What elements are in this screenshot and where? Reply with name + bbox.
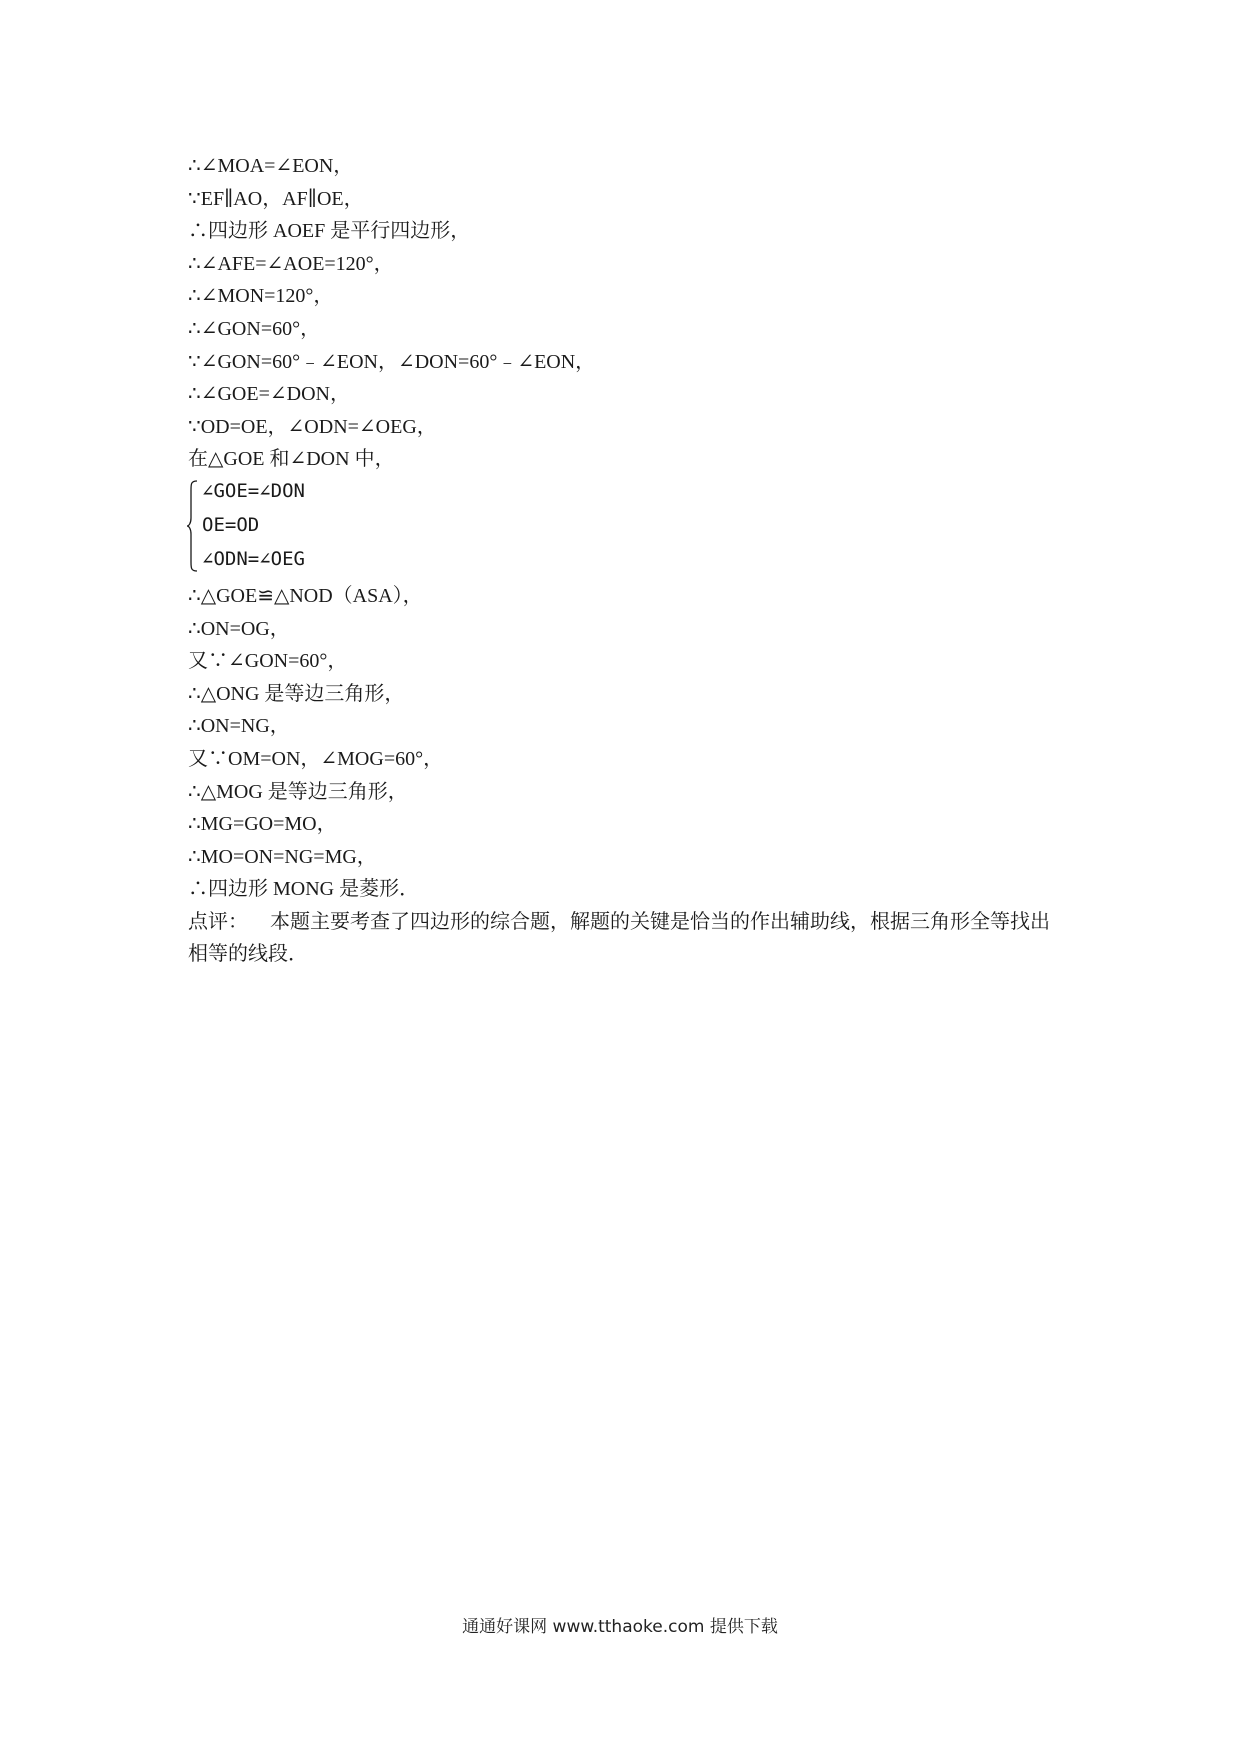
proof-line: ∴ON=OG， <box>188 617 290 640</box>
proof-line: ∴∠MOA=∠EON， <box>188 155 354 177</box>
proof-line: ∴∠GON=60°， <box>188 317 321 340</box>
proof-line: ∵EF∥AO，AF∥OE， <box>188 187 364 210</box>
left-brace-icon <box>186 480 198 572</box>
proof-line: ∵OD=OE，∠ODN=∠OEG， <box>188 415 437 438</box>
proof-line: 又∵∠GON=60°， <box>188 650 348 673</box>
system-equation: ∠ODN=∠OEG <box>202 547 305 570</box>
solution-body <box>188 150 1068 971</box>
proof-line: ∴∠MON=120°， <box>188 285 334 308</box>
proof-line: ∴△MOG 是等边三角形， <box>188 780 408 803</box>
proof-line: ∴MO=ON=NG=MG， <box>188 845 377 868</box>
system-equation: OE=OD <box>202 513 260 536</box>
equation-system <box>188 474 1068 578</box>
comment-text: 本题主要考查了四边形的综合题，解题的关键是恰当的作出辅助线，根据三角形全等找出相等的线段． <box>188 910 1050 966</box>
proof-line: ∵∠GON=60°﹣∠EON，∠DON=60°﹣∠EON， <box>188 350 596 373</box>
proof-line: ∴△GOE≌△NOD（ASA）， <box>188 584 423 607</box>
comment-label: 点评： <box>188 910 248 933</box>
proof-line: ∴∠GOE=∠DON， <box>188 383 350 406</box>
proof-line: ∴四边形 AOEF 是平行四边形， <box>188 220 471 243</box>
proof-line: ∴△ONG 是等边三角形， <box>188 682 405 705</box>
proof-line: ∴∠AFE=∠AOE=120°， <box>188 252 394 275</box>
comment-paragraph <box>188 906 1068 971</box>
system-equation: ∠GOE=∠DON <box>202 479 305 502</box>
proof-line: ∴MG=GO=MO， <box>188 813 337 836</box>
proof-line: 又∵OM=ON，∠MOG=60°， <box>188 747 444 770</box>
proof-line: ∴ON=NG， <box>188 715 290 738</box>
proof-line: 在△GOE 和∠DON 中， <box>188 448 395 471</box>
page-footer: 通通好课网 www.tthaoke.com 提供下载 <box>462 1617 778 1637</box>
proof-line: ∴四边形 MONG 是菱形． <box>188 878 420 901</box>
